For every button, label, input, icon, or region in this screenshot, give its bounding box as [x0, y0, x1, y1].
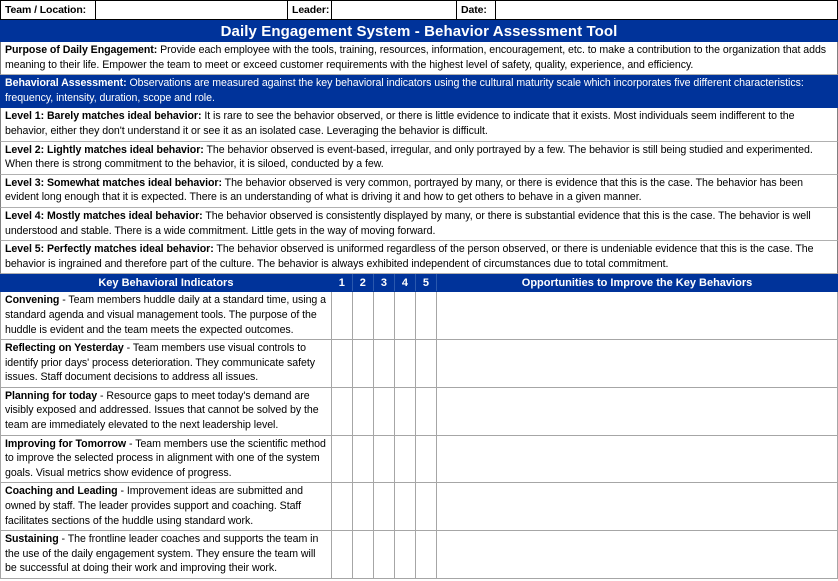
- section-heading: Level 2: Lightly matches ideal behavior:: [5, 143, 204, 156]
- team-location-input[interactable]: [96, 1, 288, 19]
- score-cell-planning-for-today-5[interactable]: [415, 387, 436, 435]
- indicator-name: Planning for today: [5, 389, 98, 402]
- section-heading: Purpose of Daily Engagement:: [5, 44, 158, 56]
- opportunities-cell-reflecting-on-yesterday[interactable]: [437, 340, 838, 388]
- section-body: The behavior observed is very common, portrayed by many, or there is evidence that this is the case. The behavior has been evident long enough that it is expected. There is an understanding of what is driving it and how to get others to behave in a given manner.: [5, 176, 803, 204]
- section-purpose: [0, 42, 838, 75]
- section-body: Observations are measured against the key behavioral indicators using the cultural maturity scale which incorporates five different characteristics: frequency, intensity, duration, scope and role.: [5, 77, 804, 104]
- score-cell-reflecting-on-yesterday-2[interactable]: [352, 340, 373, 388]
- opportunities-cell-sustaining[interactable]: [437, 531, 838, 579]
- section-body: The behavior observed is uniformed regardless of the person observed, or there is undeniable evidence that this is the case. The behavior is ingrained and therefore part of the culture. The behavior is always exhibited independent of circumstances due to total commitment.: [5, 243, 814, 270]
- score-cell-planning-for-today-2[interactable]: [352, 387, 373, 435]
- indicator-cell-planning-for-today: [1, 387, 332, 435]
- column-header-score-3: 3: [373, 275, 394, 292]
- narrative-sections: [0, 42, 838, 274]
- score-cell-coaching-and-leading-4[interactable]: [394, 483, 415, 531]
- date-label: Date:: [457, 1, 496, 19]
- score-cell-planning-for-today-1[interactable]: [331, 387, 352, 435]
- score-cell-improving-for-tomorrow-1[interactable]: [331, 435, 352, 483]
- table-row: [1, 531, 838, 579]
- score-cell-reflecting-on-yesterday-4[interactable]: [394, 340, 415, 388]
- indicator-description: - Resource gaps to meet today's demand are visibly exposed and addressed. Issues that cannot be solved by the team are immediately elevated to the next leadership level.: [5, 389, 319, 432]
- score-cell-sustaining-4[interactable]: [394, 531, 415, 579]
- section-level-4: [0, 208, 838, 241]
- team-location-label: Team / Location:: [1, 1, 96, 19]
- table-row: [1, 483, 838, 531]
- table-row: [1, 387, 838, 435]
- section-body: It is rare to see the behavior observed, or there is little evidence to indicate that it exists. Most individuals seem indifferent to the behavior, either they don't understand it or see it as an isolated case. Leveraging the behavior is difficult.: [5, 110, 795, 137]
- score-cell-sustaining-5[interactable]: [415, 531, 436, 579]
- page-title: Daily Engagement System - Behavior Assessment Tool: [0, 20, 838, 42]
- table-row: [1, 340, 838, 388]
- score-cell-improving-for-tomorrow-5[interactable]: [415, 435, 436, 483]
- indicator-description: - Team members huddle daily at a standard time, using a standard agenda and visual management tools. The purpose of the huddle is evident and the team meets the expected outcomes.: [5, 294, 326, 336]
- score-cell-sustaining-2[interactable]: [352, 531, 373, 579]
- indicator-name: Coaching and Leading: [5, 485, 118, 498]
- indicator-name: Sustaining: [5, 533, 59, 546]
- section-behavioral-assessment: [0, 75, 838, 108]
- indicator-description: - Improvement ideas are submitted and owned by staff. The leader provides support and coaching. Staff facilitates sections of the huddle using standard work.: [5, 485, 303, 527]
- indicator-description: - Team members use visual controls to identify prior days' process deterioration. They communicate safety issues. Staff document decisions to address all issues.: [5, 342, 315, 384]
- indicator-cell-reflecting-on-yesterday: [1, 340, 332, 388]
- date-input[interactable]: [496, 1, 837, 19]
- column-header-score-1: 1: [331, 275, 352, 292]
- indicator-cell-coaching-and-leading: [1, 483, 332, 531]
- indicator-cell-sustaining: [1, 531, 332, 579]
- score-cell-convening-4[interactable]: [394, 292, 415, 340]
- score-cell-planning-for-today-3[interactable]: [373, 387, 394, 435]
- score-cell-reflecting-on-yesterday-1[interactable]: [331, 340, 352, 388]
- section-heading: Level 1: Barely matches ideal behavior:: [5, 110, 202, 123]
- indicator-name: Improving for Tomorrow: [5, 437, 127, 450]
- table-row: [1, 292, 838, 340]
- leader-label: Leader:: [288, 1, 332, 19]
- meta-header-row: [0, 0, 838, 20]
- section-body: Provide each employee with the tools, training, resources, information, encouragement, etc. to make a contribution to the organization that adds meaning to their life. Empower the team to meet or exceed customer requirements with the highest level of safety, quality, experience, and efficiency.: [5, 44, 827, 71]
- score-cell-convening-2[interactable]: [352, 292, 373, 340]
- section-level-3: [0, 175, 838, 208]
- indicator-cell-improving-for-tomorrow: [1, 435, 332, 483]
- score-cell-improving-for-tomorrow-2[interactable]: [352, 435, 373, 483]
- section-level-1: [0, 108, 838, 141]
- score-cell-convening-3[interactable]: [373, 292, 394, 340]
- column-header-score-4: 4: [394, 275, 415, 292]
- score-cell-improving-for-tomorrow-3[interactable]: [373, 435, 394, 483]
- indicator-cell-convening: [1, 292, 332, 340]
- indicator-description: - Team members use the scientific method to improve the selected process in alignment with one of the system goals. Visual metrics show evidence of progress.: [5, 437, 326, 479]
- score-cell-coaching-and-leading-5[interactable]: [415, 483, 436, 531]
- score-cell-reflecting-on-yesterday-3[interactable]: [373, 340, 394, 388]
- score-cell-coaching-and-leading-1[interactable]: [331, 483, 352, 531]
- section-heading: Behavioral Assessment:: [5, 77, 127, 90]
- section-body: The behavior observed is consistently displayed by many, or there is substantial evidence that this is the case. The behavior is well understood and stable. There is a wide commitment. Little gets in the way of moving forward.: [5, 209, 811, 237]
- key-behavioral-indicators-table: [0, 274, 838, 579]
- score-cell-reflecting-on-yesterday-5[interactable]: [415, 340, 436, 388]
- section-body: The behavior observed is event-based, irregular, and only portrayed by a few. The behavior is still being studied and experimented. When there is strong commitment to the behavior, it is siloed, conducted by a few.: [5, 143, 813, 171]
- table-row: [1, 435, 838, 483]
- score-cell-improving-for-tomorrow-4[interactable]: [394, 435, 415, 483]
- indicator-name: Reflecting on Yesterday: [5, 342, 124, 355]
- table-header-row: [1, 275, 838, 292]
- section-level-2: [0, 142, 838, 175]
- leader-input[interactable]: [332, 1, 457, 19]
- indicator-description: - The frontline leader coaches and supports the team in the use of the daily engagement system. They ensure the team will be successful at doing their work and improving their work.: [5, 533, 319, 575]
- section-heading: Level 3: Somewhat matches ideal behavior:: [5, 176, 222, 189]
- opportunities-cell-convening[interactable]: [437, 292, 838, 340]
- column-header-score-5: 5: [415, 275, 436, 292]
- score-cell-sustaining-1[interactable]: [331, 531, 352, 579]
- score-cell-convening-5[interactable]: [415, 292, 436, 340]
- score-cell-sustaining-3[interactable]: [373, 531, 394, 579]
- score-cell-planning-for-today-4[interactable]: [394, 387, 415, 435]
- column-header-score-2: 2: [352, 275, 373, 292]
- opportunities-cell-coaching-and-leading[interactable]: [437, 483, 838, 531]
- indicator-name: Convening: [5, 294, 60, 307]
- score-cell-convening-1[interactable]: [331, 292, 352, 340]
- column-header-indicators: Key Behavioral Indicators: [1, 275, 332, 292]
- opportunities-cell-improving-for-tomorrow[interactable]: [437, 435, 838, 483]
- score-cell-coaching-and-leading-2[interactable]: [352, 483, 373, 531]
- score-cell-coaching-and-leading-3[interactable]: [373, 483, 394, 531]
- section-heading: Level 5: Perfectly matches ideal behavior:: [5, 243, 214, 256]
- section-heading: Level 4: Mostly matches ideal behavior:: [5, 209, 203, 222]
- column-header-opportunities: Opportunities to Improve the Key Behaviors: [437, 275, 838, 292]
- opportunities-cell-planning-for-today[interactable]: [437, 387, 838, 435]
- section-level-5: [0, 241, 838, 274]
